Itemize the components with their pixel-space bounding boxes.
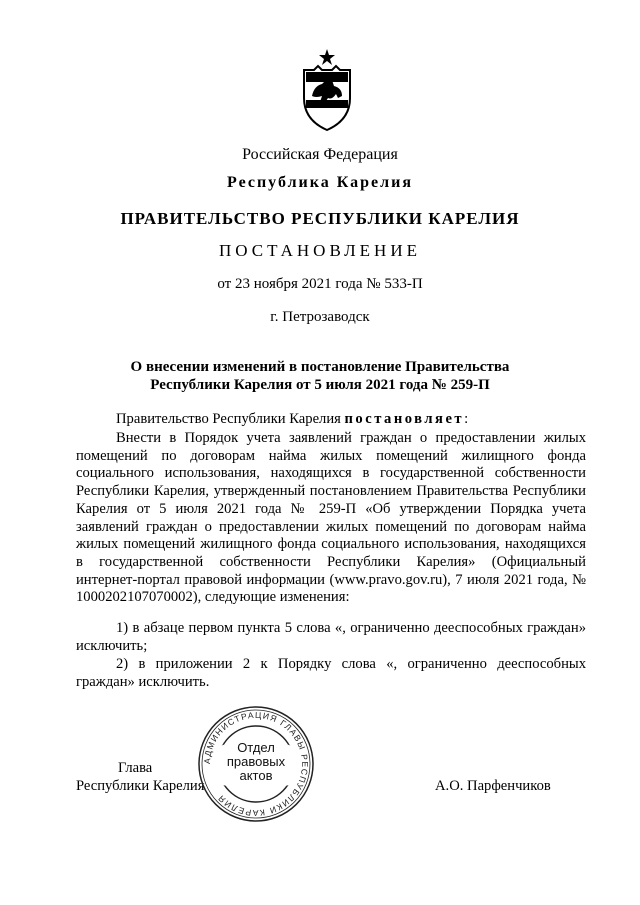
intro-prefix: Правительство Республики Карелия <box>116 411 345 427</box>
document-city: г. Петрозаводск <box>270 309 370 325</box>
karelia-coat-of-arms-icon <box>298 48 356 134</box>
intro-decree-word: постановляет <box>344 411 465 427</box>
document-date-number: от 23 ноября 2021 года № 533-П <box>217 276 423 292</box>
document-title-line1: О внесении изменений в постановление Правительства <box>130 359 510 375</box>
amendment-item-2: 2) в приложении 2 к Порядку слова «, ограниченно дееспособных граждан» исключить. <box>76 656 586 690</box>
amendment-item-1: 1) в абзаце первом пункта 5 слова «, ограниченно дееспособных граждан» исключить; <box>76 620 586 654</box>
stamp-label-line1: Отдел <box>237 740 275 755</box>
resolution-main-paragraph: Внести в Порядок учета заявлений граждан о предоставлении жилых помещений по договорам найма жилых помещений жилищного фонда социального использования, находящихся в государственной собственности Республики Карелия, утвержденный постановлением Правительства Республики Карелия от 5 июля 2021 года № 259-П «Об утверждении Порядка учета заявлений граждан о предоставлении жилых помещений по договорам найма жилых помещений жилищного фонда социального использования, находящихся в государственной собственности Республики Карелия» (Официальный интернет-портал правовой информации (www.pravo.gov.ru), 7 июля 2021 года, № 1000202107070002), следующие изменения: <box>76 430 586 606</box>
stamp-label-line2: правовых <box>226 754 286 769</box>
republic-name: Республика Карелия <box>227 174 413 191</box>
country-name: Российская Федерация <box>242 146 398 163</box>
resolution-intro <box>76 411 586 429</box>
signatory-position-line2: Республики Карелия <box>76 778 205 794</box>
stamp-label-line3: актов <box>239 768 273 783</box>
government-name: ПРАВИТЕЛЬСТВО РЕСПУБЛИКИ КАРЕЛИЯ <box>120 209 520 228</box>
stamp-ring-text: АДМИНИСТРАЦИЯ ГЛАВЫ РЕСПУБЛИКИ КАРЕЛИЯ <box>201 709 311 819</box>
document-title-line2: Республики Карелия от 5 июля 2021 года № 259-П <box>150 377 490 393</box>
intro-suffix: : <box>464 411 469 427</box>
stamp-label <box>219 741 293 783</box>
signatory-position-line1: Глава <box>118 760 153 776</box>
document-type: ПОСТАНОВЛЕНИЕ <box>218 241 421 260</box>
signatory-name: А.О. Парфенчиков <box>435 778 551 794</box>
